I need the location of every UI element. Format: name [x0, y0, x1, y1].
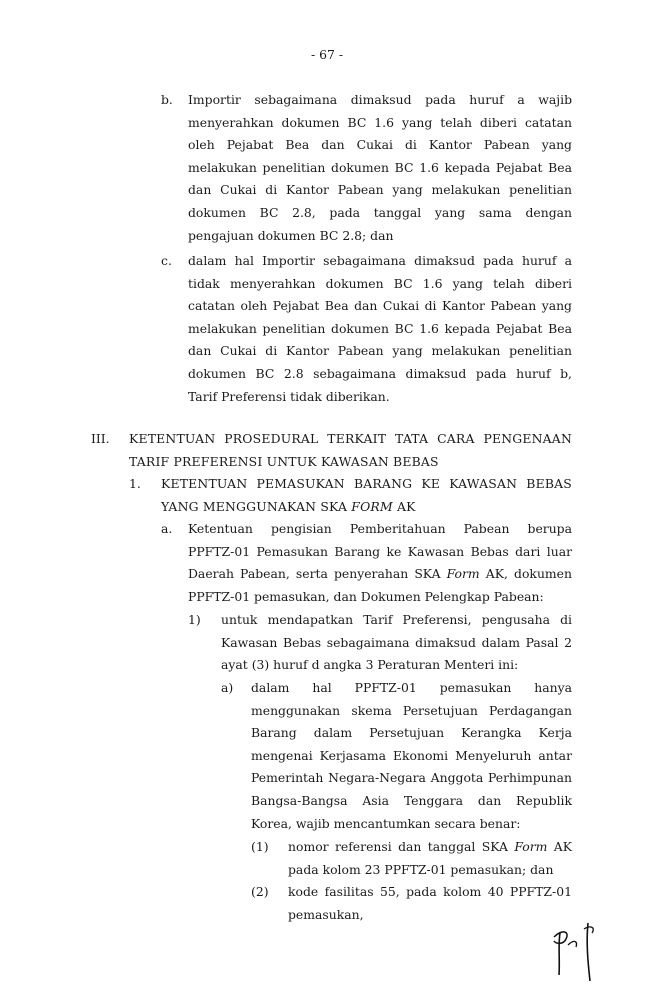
item-1a-marker: a. — [161, 521, 173, 536]
text-line: dokumen BC 2.8, pada tanggal yang sama dengan — [188, 204, 572, 220]
text-line: dan Cukai di Kantor Pabean yang melakukan penelitian — [188, 343, 572, 359]
text-line: pada kolom 23 PPFTZ-01 pemasukan; dan — [288, 861, 554, 877]
text-line: melakukan penelitian dokumen BC 1.6 kepada Pejabat Bea — [188, 159, 572, 175]
heading-text: YANG MENGGUNAKAN SKA — [161, 498, 352, 514]
text-span: AK, dokumen — [479, 566, 572, 582]
text-line: Importir sebagaimana dimaksud pada huruf a wajib — [188, 92, 572, 107]
text-line: Ketentuan pengisian Pemberitahuan Pabean berupa — [188, 521, 572, 536]
heading-line: KETENTUAN PROSEDURAL TERKAIT TATA CARA PENGENAAN — [129, 431, 572, 446]
signature-icon — [548, 915, 618, 985]
item-1a-1-a-marker: a) — [221, 680, 234, 695]
item-1a-1-a-text — [251, 677, 572, 835]
text-line: dan Cukai di Kantor Pabean yang melakukan penelitian — [188, 182, 572, 198]
text-line: ayat (3) huruf d angka 3 Peraturan Menteri ini: — [221, 657, 519, 673]
heading-line — [161, 496, 572, 519]
item-b-text — [188, 89, 572, 247]
text-line: Tarif Preferensi tidak diberikan. — [188, 388, 390, 404]
text-line: PPFTZ-01 pemasukan, dan Dokumen Pelengkap Pabean: — [188, 588, 544, 604]
text-line: Bangsa-Bangsa Asia Tenggara dan Republik — [251, 792, 572, 808]
item-1a-text — [188, 518, 572, 608]
item-b-marker: b. — [161, 92, 173, 107]
text-line: mengenai Kerjasama Ekonomi Menyeluruh antar — [251, 747, 572, 763]
text-line: pengajuan dokumen BC 2.8; dan — [188, 227, 394, 243]
page-number: - 67 - — [310, 47, 344, 62]
text-line: menggunakan skema Persetujuan Perdagangan — [251, 702, 572, 718]
item-1a-1-text — [221, 609, 572, 677]
text-line: kode fasilitas 55, pada kolom 40 PPFTZ-01 — [288, 884, 572, 899]
sub-item-2-marker: (2) — [251, 884, 269, 899]
text-line: pemasukan, — [288, 906, 364, 922]
text-italic: Form — [514, 839, 548, 854]
item-c-text — [188, 250, 572, 408]
text-line: PPFTZ-01 Pemasukan Barang ke Kawasan Bebas dari luar — [188, 543, 572, 559]
heading-text: AK — [392, 498, 416, 514]
signature-initials — [548, 915, 618, 993]
text-span: Daerah Pabean, serta penyerahan SKA — [188, 566, 447, 582]
sub-item-1-marker: (1) — [251, 839, 269, 854]
text-line: untuk mendapatkan Tarif Preferensi, pengusaha di — [221, 612, 572, 627]
heading-line: KETENTUAN PEMASUKAN BARANG KE KAWASAN BEBAS — [161, 476, 572, 491]
text-span: nomor referensi dan tanggal SKA — [288, 839, 515, 854]
text-line: melakukan penelitian dokumen BC 1.6 kepada Pejabat Bea — [188, 320, 572, 336]
text-line: dalam hal Importir sebagaimana dimaksud pada huruf a — [188, 253, 572, 268]
text-span: AK — [547, 839, 572, 854]
text-line: Korea, wajib mencantumkan secara benar: — [251, 815, 521, 831]
text-line: dalam hal PPFTZ-01 pemasukan hanya — [251, 680, 572, 695]
text-line: tidak menyerahkan dokumen BC 1.6 yang telah diberi — [188, 275, 572, 291]
heading-italic: FORM — [351, 498, 393, 514]
text-line: Kawasan Bebas sebagaimana dimaksud dalam Pasal 2 — [221, 634, 572, 650]
text-line: menyerahkan dokumen BC 1.6 yang telah diberi catatan — [188, 114, 572, 130]
text-line: Pemerintah Negara-Negara Anggota Perhimpunan — [251, 770, 572, 786]
item-1-heading — [161, 473, 572, 518]
text-line — [288, 836, 572, 859]
heading-line: TARIF PREFERENSI UNTUK KAWASAN BEBAS — [129, 453, 439, 469]
text-line: catatan oleh Pejabat Bea dan Cukai di Kantor Pabean yang — [188, 298, 572, 314]
sub-item-1-text — [288, 836, 572, 881]
text-line — [188, 563, 572, 586]
sub-item-2-text — [288, 881, 572, 926]
item-1a-1-marker: 1) — [188, 612, 201, 627]
text-italic: Form — [446, 566, 480, 582]
section-iii-marker: III. — [91, 431, 110, 446]
text-line: dokumen BC 2.8 sebagaimana dimaksud pada huruf b, — [188, 365, 572, 381]
text-line: oleh Pejabat Bea dan Cukai di Kantor Pabean yang — [188, 137, 572, 153]
item-c-marker: c. — [161, 253, 172, 268]
section-iii-heading — [129, 428, 572, 473]
item-1-marker: 1. — [129, 476, 141, 491]
text-line: Barang dalam Persetujuan Kerangka Kerja — [251, 725, 572, 741]
